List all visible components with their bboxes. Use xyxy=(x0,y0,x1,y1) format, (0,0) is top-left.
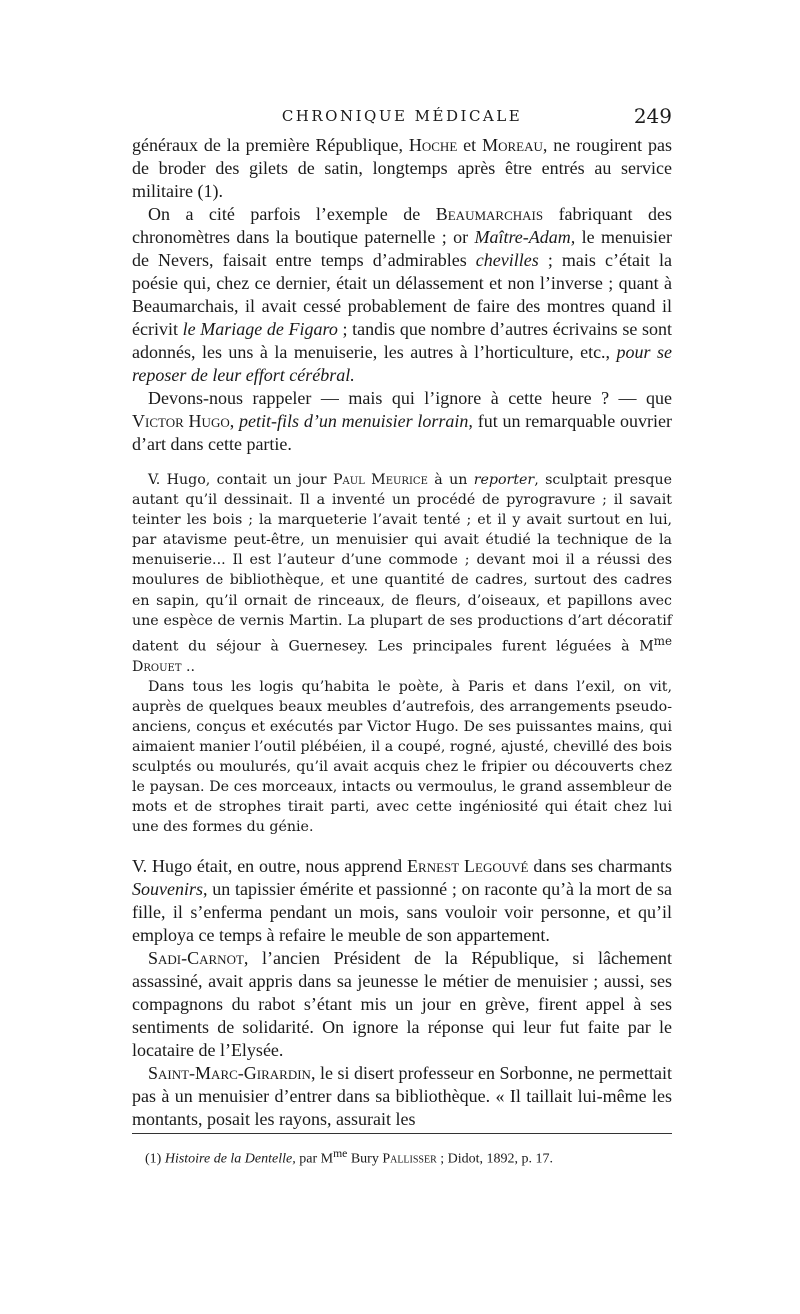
footnote: (1) Histoire de la Dentelle, par $M^{me}$ Bury Pallisser ; Didot, 1892, p. 17. xyxy=(145,1147,554,1167)
paragraph: Saint-Marc-Girardin, le si disert professeur en Sorbonne, ne permettait pas à un menuisier d’entrer dans sa bibliothèque. « Il taillait lui-même les montants, posait les rayons, assurait les xyxy=(132,1063,672,1130)
italic-reporter: reporter xyxy=(473,472,535,488)
footnote-title: Histoire de la Dentelle, xyxy=(164,1151,296,1167)
name-victor-hugo: Victor Hugo xyxy=(132,411,230,431)
running-title: CHRONIQUE MÉDICALE xyxy=(281,107,523,125)
quotation-block xyxy=(132,470,672,837)
italic-petit-fils: petit-fils d’un menuisier lorrain, xyxy=(239,411,473,431)
name-maitre-adam: Maître-Adam, xyxy=(474,227,576,247)
italic-pour: pour se reposer de leur effort cérébral. xyxy=(132,342,673,385)
name-beaumarchais: Beaumarchais xyxy=(435,204,544,224)
name-paul-meurice: Paul Meurice xyxy=(332,472,428,488)
paragraph: On a cité parfois l’exemple de Beaumarchais fabriquant des chronomètres dans la boutique paternelle ; or Maître-Adam, le menuisier de Nevers, faisait entre temps d’admirables chevilles ; mais c’était la poésie qui, chez ce dernier, était un délassement et non l’inverse ; quant à Beaumarchais, il avait cessé probablement de faire des montres quand il écrivit le Mariage de Figaro ; tandis que nombre d’autres écrivains se sont adonnés, les uns à la menuiserie, les autres à l’horticulture, etc., pour se reposer de leur effort cérébral. xyxy=(132,204,673,385)
italic-mariage: le Mariage de Figaro xyxy=(182,319,338,339)
name-sadi-carnot: Sadi-Carnot xyxy=(148,948,244,969)
italic-souvenirs: Souvenirs xyxy=(132,879,203,900)
main-text xyxy=(132,134,672,456)
footnote-rule xyxy=(132,1133,672,1134)
name-moreau: Moreau xyxy=(482,135,543,155)
name-pallisser: Pallisser xyxy=(382,1151,437,1167)
italic-chevilles: chevilles xyxy=(475,250,539,270)
main-text-continued xyxy=(132,855,672,1131)
paragraph: Devons-nous rappeler — mais qui l’ignore à cette heure ? — que Victor Hugo, petit-fils d’un menuisier lorrain, fut un remarquable ouvrier d’art dans cette partie. xyxy=(132,388,673,454)
page-body xyxy=(132,134,672,1131)
paragraph: Sadi-Carnot, l’ancien Président de la République, si lâchement assassiné, avait appris dans sa jeunesse le métier de menuisier ; aussi, ses compagnons du rabot s’étant mis un jour en grève, firent appel à ses sentiments de solidarité. On ignore la réponse qui leur fut faite par le locataire de l’Elysée. xyxy=(132,948,672,1061)
quote-paragraph: V. Hugo, contait un jour Paul Meurice à un reporter, sculptait presque autant qu’il dessinait. Il a inventé un procédé de pyrogravure ; il savait teinter les bois ; la marqueterie l’avait tenté ; et il y avait surtout en lui, par atavisme peut-être, un menuisier qui avait étudié la technique de la menuiserie... Il est l’auteur d’une commode ; devant moi il a réussi des moulures de bibliothèque, et une quantité de cadres, surtout des cadres en sapin, qu’il ornait de rinceaux, de fleurs, d’oiseaux, et papillons avec une espèce de vernis Martin. La plupart de ses productions d’art décoratif datent du séjour à Guernesey. Les principales furent léguées à $M^{me}$ Drouet .. xyxy=(132,472,673,675)
name-saint-marc-girardin: Saint-Marc-Girardin xyxy=(148,1063,311,1084)
running-header xyxy=(132,104,672,131)
paragraph: généraux de la première République, Hoche et Moreau, ne rougirent pas de broder des gilets de satin, longtemps après être entrés au service militaire (1). xyxy=(132,135,672,201)
name-drouet: Drouet xyxy=(132,658,182,675)
name-legouve: Ernest Legouvé xyxy=(407,856,529,877)
name-hoche: Hoche xyxy=(408,135,458,155)
paragraph: V. Hugo était, en outre, nous apprend Ernest Legouvé dans ses charmants Souvenirs, un tapissier émérite et passionné ; on raconte qu’à la mort de sa fille, il s’enferma pendant un mois, sans vouloir voir personne, et qu’il employa ce temps à refaire le meuble de son appartement. xyxy=(132,856,672,946)
page-number: 249 xyxy=(633,104,672,128)
quote-paragraph: Dans tous les logis qu’habita le poète, à Paris et dans l’exil, on vit, auprès de quelques beaux meubles d’autrefois, des arrangements pseudo-anciens, conçus et exécutés par Victor Hugo. De ses puissantes mains, qui aimaient manier l’outil plébéien, il a coupé, rogné, ajusté, chevillé des bois sculptés ou moulurés, qu’il avait acquis chez le fripier ou découverts chez le paysan. De ces morceaux, intacts ou vermoulus, le grand assembleur de mots et de strophes tirait parti, avec cette ingéniosité qui était chez lui une des formes du génie. xyxy=(132,678,672,836)
